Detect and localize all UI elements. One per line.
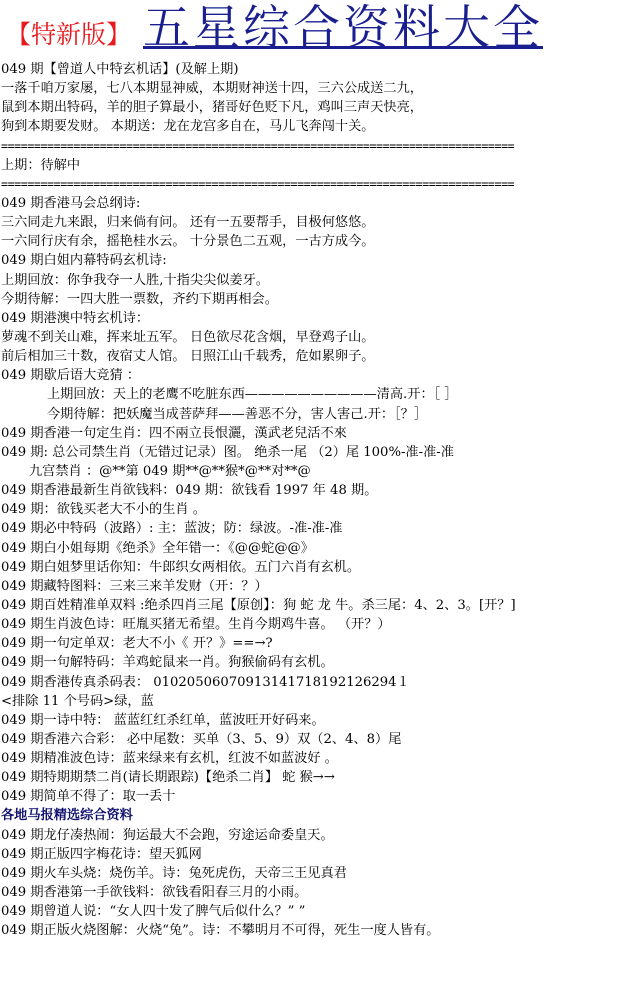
text-line: 三六同走九来跟，归来倘有问。 还有一五要帮手，目极何悠悠。 bbox=[1, 215, 375, 231]
text-line: 049 期一诗中特： 蓝蓝红红杀红单，蓝波旺开好码来。 bbox=[1, 712, 325, 728]
text-line: 上期回放：你争我夺一人胜,十指尖尖似姜牙。 bbox=[1, 272, 269, 288]
text-line: 049 期生肖波色诗：旺胤买猪无希望。生肖今期鸡牛喜。 （开？） bbox=[1, 617, 391, 633]
text-line: 049 期曾道人说：“女人四十发了脾气后似什么？” ” bbox=[1, 904, 306, 920]
text-line: 049 期龙仔凑热闹：狗运最大不会跑，穷途运命委皇天。 bbox=[1, 827, 334, 843]
text-line: 049 期白小姐每期《绝杀》全年错一：《@@蛇@@》 bbox=[1, 540, 314, 556]
text-line: 049 期歇后语大竞猜 ： bbox=[1, 368, 141, 384]
text-line: 049 期香港马会总纲诗: bbox=[1, 195, 141, 211]
text-line: 049 期火车头烧：烧伤羊。诗：兔死虎伤，天帝三王见真君 bbox=[1, 865, 347, 881]
text-line: 049 期香港一句定生肖：四不兩立長恨灑，漢武老兒活不來 bbox=[1, 425, 347, 441]
edition-badge: 【特新版】 bbox=[6, 20, 132, 49]
text-line: 鼠到本期出特码，羊的胆子算最小，猪哥好色贬下凡，鸡叫三声天快亮， bbox=[1, 100, 423, 116]
text-line: 萝魂不到关山难，挥来址五军。 日色欲尽花含烟，早登鸡子山。 bbox=[1, 329, 375, 345]
text-line: 049 期【曾道人中特玄机话】(及解上期) bbox=[1, 62, 239, 77]
page-header bbox=[0, 0, 621, 62]
text-line: 049 期：欲钱买老大不小的生肖 。 bbox=[1, 502, 206, 518]
text-line: 049 期香港第一手欲钱料：欲钱看阳春三月的小雨。 bbox=[1, 885, 308, 901]
text-line: 049 期百姓精准单双料 :绝杀四肖三尾【原创】：狗 蛇 龙 牛。杀三尾：4、2、3。[开？] bbox=[1, 597, 516, 613]
text-line: 049 期特期期禁二肖(请长期跟踪)【绝杀二肖】 蛇 猴→→ bbox=[1, 770, 335, 786]
text-line: 049 期港澳中特玄机诗： bbox=[1, 310, 150, 326]
text-line: 049 期简单不得了：取一丢十 bbox=[1, 789, 176, 805]
text-line: 狗到本期要发财。 本期送：龙在龙宫多自在，马儿飞奔闯十关。 bbox=[1, 119, 375, 135]
text-line: 049 期香港六合彩： 必中尾数：买单（3、5、9）双（2、4、8）尾 bbox=[1, 731, 402, 747]
text-line: 049 期精准波色诗：蓝来绿来有玄机，红波不如蓝波好 。 bbox=[1, 751, 338, 767]
text-line: <排除 11 个号码>绿，蓝 bbox=[1, 693, 154, 709]
text-line: 049 期白姐内幕特码玄机诗: bbox=[1, 253, 167, 269]
text-line: 上期：待解中 bbox=[1, 157, 81, 173]
document-body bbox=[1, 60, 620, 940]
text-line: 上期回放：天上的老鹰不吃脏东西——————————清高.开：［ ］ bbox=[47, 387, 458, 403]
text-line: 一落千咱万家屡，七八本期显神威，本期财神送十四，三六公成送二九， bbox=[1, 81, 423, 97]
text-line: 049 期: 总公司禁生肖（无错过记录）图。 绝杀一尾 （2）尾 100%-准-准-准 bbox=[1, 444, 454, 460]
text-line: 前后相加三十数，夜宿丈人馆。 日照江山千载秀，危如累卵子。 bbox=[1, 349, 375, 365]
text-line: 049 期正版火烧图解：火烧“兔”。诗：不攀明月不可得，死生一度人皆有。 bbox=[1, 923, 440, 939]
text-line: 049 期藏特图料：三来三来羊发财（开：？） bbox=[1, 578, 268, 594]
text-line: 一六同行庆有余，摇艳桂水云。 十分景色二五观，一古方成今。 bbox=[1, 234, 375, 250]
text-line: 今期待解：一四大胜一票数，齐约下期再相会。 bbox=[1, 291, 278, 307]
separator-line: ============================================================================== bbox=[1, 176, 515, 191]
text-line: 049 期一句定单双：老大不小《 开？》==→? bbox=[1, 636, 273, 652]
text-line: 今期待解：把妖魔当成菩萨拜——善恶不分，害人害己.开：［？］ bbox=[47, 406, 428, 422]
section-heading: 各地马报精选综合资料 bbox=[1, 808, 133, 824]
text-line: 049 期香港最新生肖欲钱料：049 期：欲钱看 1997 年 48 期。 bbox=[1, 483, 378, 499]
text-line: 049 期白姐梦里话你知：牛郎织女两相依。五门六肖有玄机。 bbox=[1, 559, 361, 575]
text-line: 049 期正版四字梅花诗：望天狐网 bbox=[1, 846, 202, 862]
text-line: 049 期必中特码（波路）: 主：蓝波；防：绿波。-准-准-准 bbox=[1, 521, 343, 537]
separator-line: ============================================================================== bbox=[1, 138, 515, 153]
text-line: 049 期香港传真杀码表： 01020506070913141718192126294１ bbox=[1, 674, 410, 690]
text-line: 九宫禁肖 ：@**第 049 期**@**猴*@**对**@ bbox=[29, 463, 311, 479]
page-title: 五星综合资料大全 bbox=[143, 1, 543, 56]
text-line: 049 期一句解特码：羊鸡蛇鼠来一肖。狗猴偷码有玄机。 bbox=[1, 655, 334, 671]
